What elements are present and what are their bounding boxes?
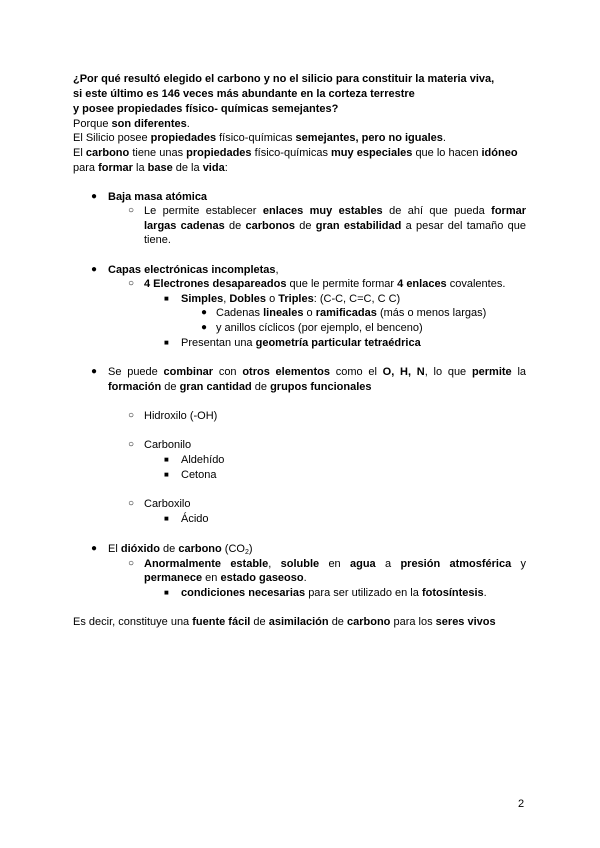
item-dioxido-line-2: permanece en estado gaseoso. <box>144 572 307 584</box>
item-capas-tipos: Simples, Dobles o Triples: (C-C, C=C, C C) <box>181 293 401 305</box>
conclusion: Es decir, constituye una fuente fácil de asimilación de carbono para los seres vivos <box>73 616 496 628</box>
item-carbonilo: Carbonilo <box>144 439 192 451</box>
bullet-square: ■ <box>164 588 169 597</box>
item-baja-title: Baja masa atómica <box>108 191 208 203</box>
question-line-1: ¿Por qué resultó elegido el carbono y no el silicio para constituir la materia viva, <box>73 73 495 85</box>
bullet-square: ■ <box>164 514 169 523</box>
bullet-square: ■ <box>164 338 169 347</box>
bullet-circle: ○ <box>128 439 135 450</box>
item-combinar-line-1: Se puede combinar con otros elementos como el O, H, N, lo que permite la <box>108 366 526 378</box>
page-number: 2 <box>518 798 525 810</box>
item-acido: Ácido <box>181 513 209 525</box>
item-capas-geometria: Presentan una geometría particular tetraédrica <box>181 337 421 349</box>
bullet-disc: ● <box>91 264 98 275</box>
bullet-circle: ○ <box>128 278 135 289</box>
bullet-square: ■ <box>164 294 169 303</box>
bullet-square: ■ <box>164 470 169 479</box>
item-dioxido-condiciones: condiciones necesarias para ser utilizado en la fotosíntesis. <box>181 587 487 599</box>
item-aldehido: Aldehído <box>181 454 225 466</box>
item-cetona: Cetona <box>181 469 217 481</box>
bullet-circle: ○ <box>128 410 135 421</box>
item-baja-line-3: tiene. <box>144 234 171 246</box>
item-baja-line-2: largas cadenas de carbonos de gran estabilidad a pesar del tamaño que <box>144 220 526 232</box>
item-carboxilo: Carboxilo <box>144 498 191 510</box>
bullet-disc: ● <box>91 366 98 377</box>
item-capas-anillos: y anillos cíclicos (por ejemplo, el benceno) <box>216 322 423 334</box>
bullet-circle: ○ <box>128 498 135 509</box>
bullet-square: ■ <box>164 455 169 464</box>
bullet-disc: ● <box>91 543 98 554</box>
item-baja-line-1: Le permite establecer enlaces muy estables de ahí que pueda formar <box>144 205 527 217</box>
item-capas-cadenas: Cadenas lineales o ramificadas (más o menos largas) <box>216 307 487 319</box>
item-dioxido-title: El dióxido de carbono $(CO_2)$ <box>108 543 253 556</box>
item-capas-title: Capas electrónicas incompletas, <box>108 264 279 276</box>
bullet-disc: ● <box>201 322 208 333</box>
question-line-2: si este último es 146 veces más abundante en la corteza terrestre <box>73 88 415 100</box>
bullet-disc: ● <box>91 191 98 202</box>
item-dioxido-line-1: Anormalmente estable, soluble en agua a presión atmosférica y <box>144 558 527 570</box>
answer-para: para formar la base de la vida: <box>73 162 228 174</box>
answer-silicio: El Silicio posee propiedades físico-químicas semejantes, pero no iguales. <box>73 132 446 144</box>
bullet-circle: ○ <box>128 558 135 569</box>
item-capas-electrones: 4 Electrones desapareados que le permite formar 4 enlaces covalentes. <box>144 278 506 290</box>
item-combinar-line-2: formación de gran cantidad de grupos funcionales <box>108 381 372 393</box>
bullet-circle: ○ <box>128 205 135 216</box>
bullet-disc: ● <box>201 307 208 318</box>
answer-carbono: El carbono tiene unas propiedades físico-químicas muy especiales que lo hacen idóneo <box>73 147 518 159</box>
answer-porque: Porque son diferentes. <box>73 118 190 130</box>
question-line-3: y posee propiedades físico- químicas semejantes? <box>73 103 339 115</box>
item-hidroxilo: Hidroxilo (-OH) <box>144 410 218 422</box>
